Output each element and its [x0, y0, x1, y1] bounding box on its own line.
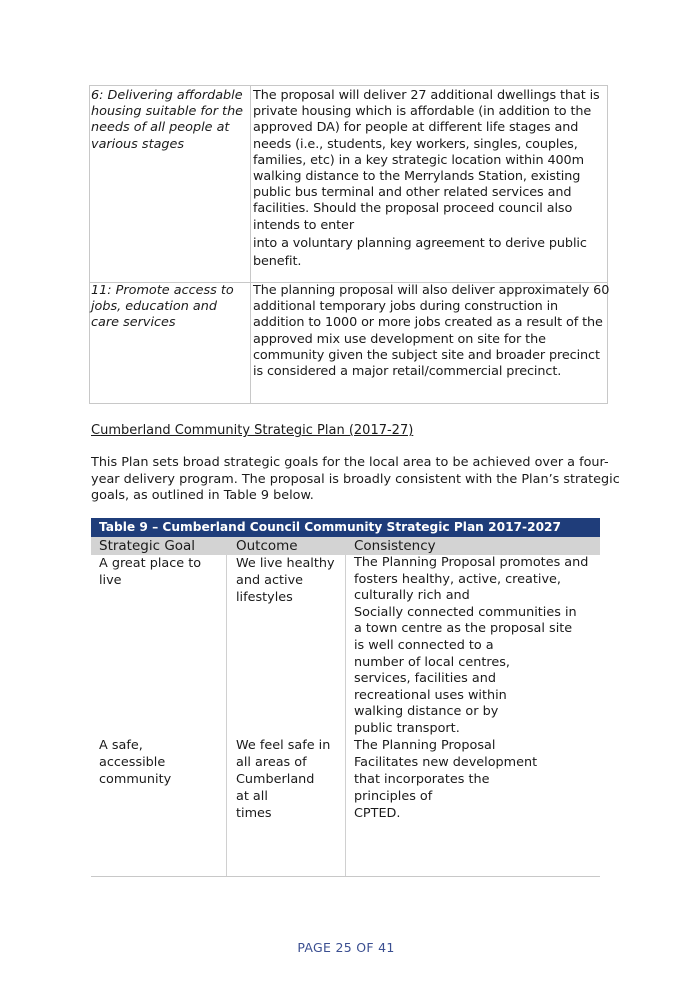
objective-line: housing suitable for the — [91, 104, 244, 120]
consistency-line: The Planning Proposal — [354, 738, 496, 753]
objective-line: 6: Delivering affordable — [91, 88, 243, 103]
consistency-line: services, facilities and — [354, 671, 496, 687]
response-line: approved DA) for people at different life stages and — [253, 120, 579, 136]
header-consistency: Consistency — [354, 538, 436, 554]
consistency-line: principles of — [354, 789, 433, 804]
objective-line: various stages — [91, 136, 185, 152]
goal-line: A safe, — [99, 738, 143, 753]
consistency-cell — [354, 737, 537, 822]
outcome-line: lifestyles — [236, 590, 293, 605]
response-line: approved mix use development on site for the — [253, 331, 546, 347]
outcome-line: all areas of — [236, 755, 307, 770]
header-strategic-goal: Strategic Goal — [99, 538, 196, 554]
consistency-line: Socially connected communities in — [354, 604, 577, 620]
response-line: community given the subject site and broader precinct — [253, 347, 600, 363]
response-line: walking distance to the Merrylands Station, existing — [253, 169, 581, 185]
goal-line: accessible — [99, 755, 166, 770]
objective-line: 11: Promote access to — [91, 283, 234, 298]
consistency-line: recreational uses within — [354, 687, 507, 703]
consistency-line: CPTED. — [354, 806, 401, 821]
consistency-line: number of local centres, — [354, 654, 510, 670]
consistency-line: that incorporates the — [354, 772, 490, 787]
goal-line: live — [99, 573, 122, 588]
response-line: private housing which is affordable (in addition to the — [253, 104, 592, 120]
outcome-line: at all — [236, 789, 268, 804]
column-divider — [250, 86, 251, 403]
table-header-row — [91, 537, 600, 555]
paragraph-line: year delivery program. The proposal is broadly consistent with the Plan’s strategic — [91, 471, 620, 487]
consistency-line: a town centre as the proposal site — [354, 621, 573, 637]
response-cell — [253, 88, 609, 270]
outcome-cell — [236, 555, 335, 606]
intro-paragraph — [91, 455, 620, 505]
column-divider — [226, 555, 227, 877]
response-line: additional temporary jobs during construction in — [253, 299, 559, 315]
response-line: public bus terminal and other related services and — [253, 185, 572, 201]
consistency-cell — [354, 555, 588, 738]
goal-cell — [99, 737, 171, 788]
outcome-line: times — [236, 806, 272, 821]
outcome-cell — [236, 737, 330, 822]
consistency-line: Facilitates new development — [354, 755, 538, 770]
paragraph-line: goals, as outlined in Table 9 below. — [91, 488, 314, 503]
goal-line: A great place to — [99, 556, 202, 571]
response-line: families, etc) in a key strategic location within 400m — [253, 152, 584, 168]
consistency-line: The Planning Proposal promotes and — [354, 555, 589, 570]
goal-cell — [99, 555, 201, 589]
response-line: needs (i.e., students, key workers, singles, couples, — [253, 136, 578, 152]
consistency-line: fosters healthy, active, creative, — [354, 571, 561, 587]
outcome-line: and active — [236, 573, 304, 588]
consistency-line: culturally rich and — [354, 588, 470, 604]
response-line: benefit. — [253, 254, 302, 270]
table-bottom-rule — [91, 876, 600, 877]
objective-line: needs of all people at — [91, 120, 230, 136]
objectives-table — [89, 85, 608, 404]
goal-line: community — [99, 772, 172, 787]
response-line: The proposal will deliver 27 additional dwellings that is — [253, 88, 600, 103]
header-outcome: Outcome — [236, 538, 298, 554]
response-line: The planning proposal will also deliver approximately 60 — [253, 283, 610, 298]
objective-line: jobs, education and — [91, 299, 217, 315]
consistency-line: walking distance or by — [354, 704, 499, 720]
objective-line: care services — [91, 315, 176, 331]
column-divider — [345, 555, 346, 877]
response-line: intends to enter — [253, 217, 354, 233]
response-line: into a voluntary planning agreement to derive public — [253, 235, 587, 251]
consistency-line: is well connected to a — [354, 637, 494, 653]
table-title: Table 9 – Cumberland Council Community Strategic Plan 2017-2027 — [91, 518, 600, 537]
page-number: PAGE 25 OF 41 — [297, 940, 395, 955]
objective-cell — [91, 283, 245, 332]
outcome-line: Cumberland — [236, 772, 315, 787]
outcome-line: We live healthy — [236, 556, 335, 571]
response-cell — [253, 283, 609, 380]
outcome-line: We feel safe in — [236, 738, 331, 753]
response-line: facilities. Should the proposal proceed council also — [253, 201, 573, 217]
paragraph-line: This Plan sets broad strategic goals for the local area to be achieved over a four- — [91, 455, 609, 470]
response-line: is considered a major retail/commercial precinct. — [253, 364, 562, 380]
response-line: addition to 1000 or more jobs created as a result of the — [253, 315, 603, 331]
section-heading: Cumberland Community Strategic Plan (2017-27) — [91, 423, 414, 438]
consistency-line: public transport. — [354, 720, 460, 736]
objective-cell — [91, 88, 245, 153]
